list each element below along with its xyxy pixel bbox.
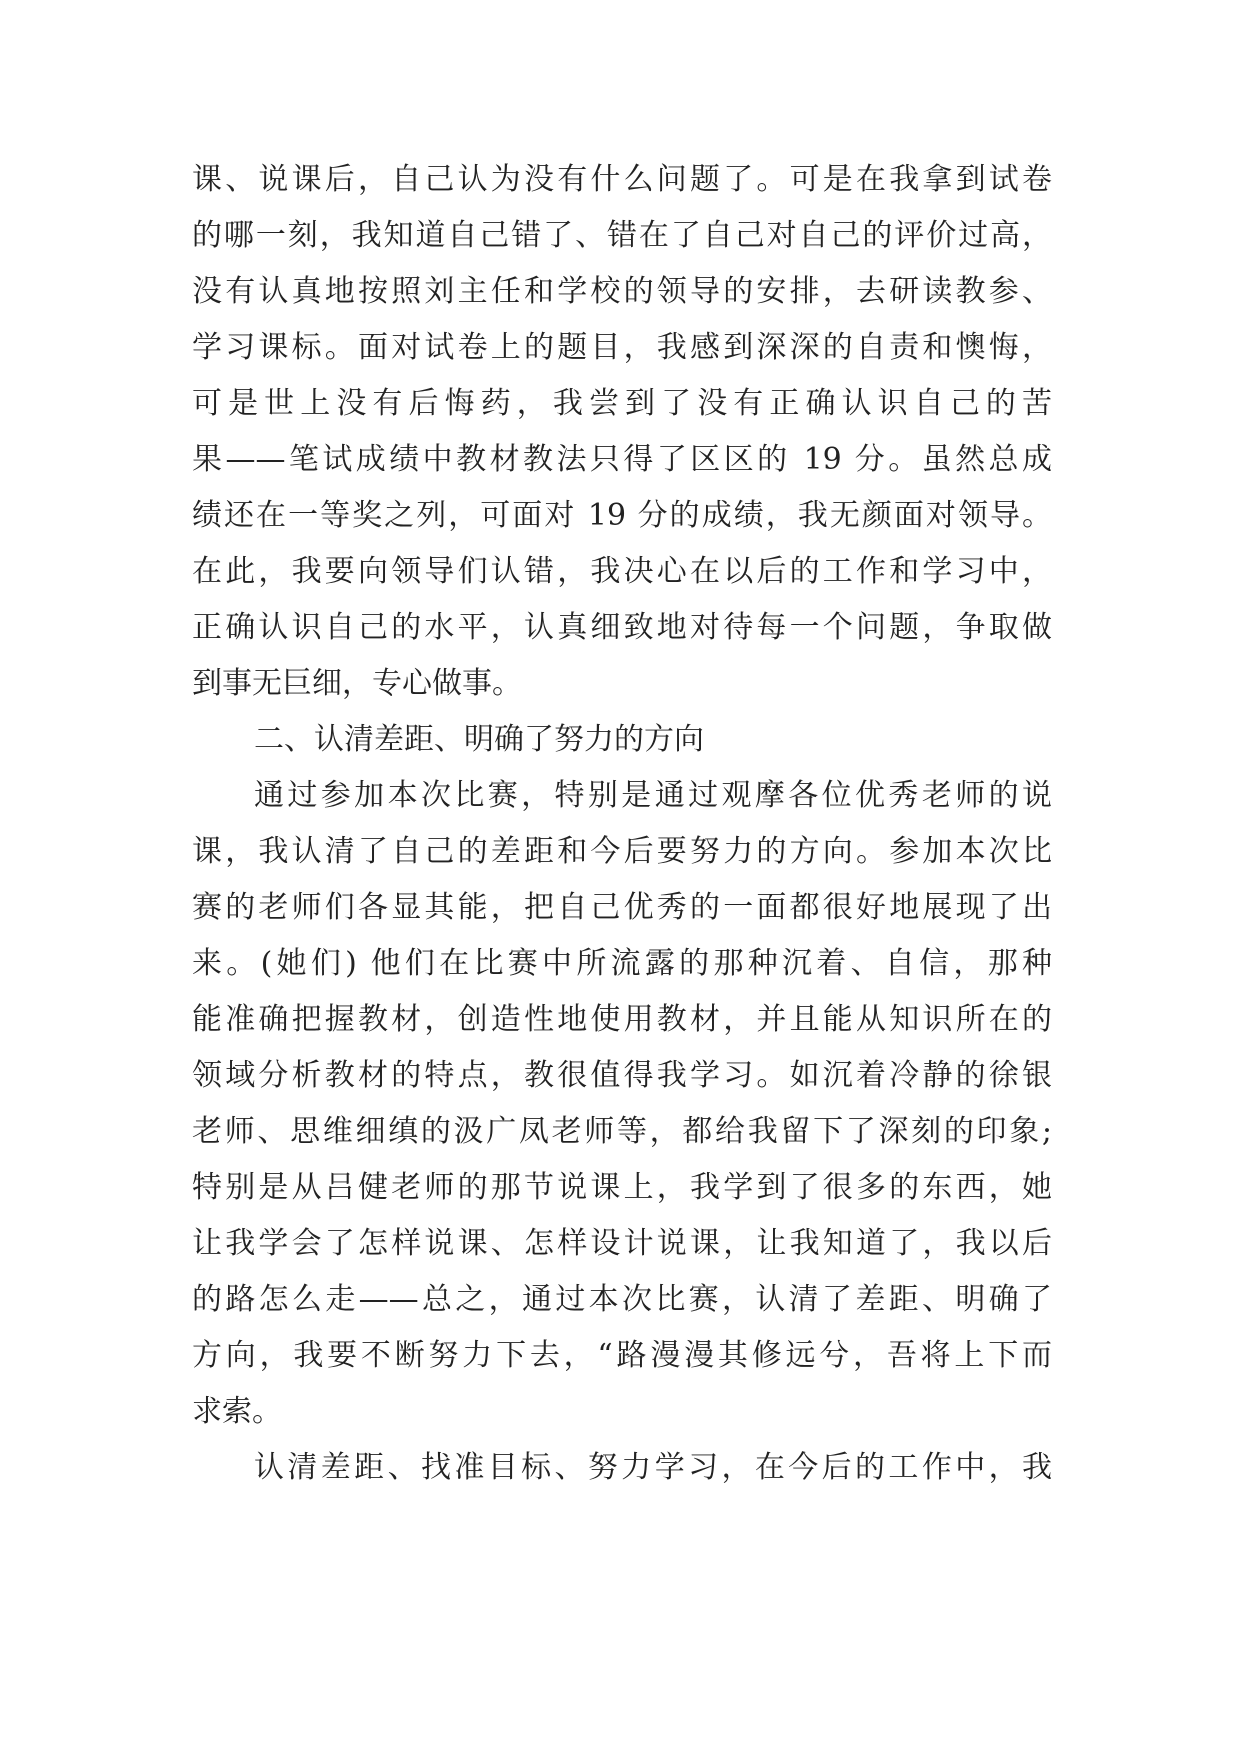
text-line: 正确认识自己的水平，认真细致地对待每一个问题，争取做 — [192, 610, 1052, 645]
text-line: 的路怎么走——总之，通过本次比赛，认清了差距、明确了 — [192, 1282, 1052, 1317]
text-line: 让我学会了怎样说课、怎样设计说课，让我知道了，我以后 — [192, 1226, 1052, 1261]
text-line: 课、说课后，自己认为没有什么问题了。可是在我拿到试卷 — [192, 162, 1052, 197]
text-line: 赛的老师们各显其能，把自己优秀的一面都很好地展现了出 — [192, 890, 1052, 925]
paragraph-first-line: 通过参加本次比赛，特别是通过观摩各位优秀老师的说 — [254, 778, 1052, 813]
text-line: 方向，我要不断努力下去，“路漫漫其修远兮，吾将上下而 — [192, 1338, 1052, 1373]
text-line: 能准确把握教材，创造性地使用教材，并且能从知识所在的 — [192, 1002, 1052, 1037]
text-line: 学习课标。面对试卷上的题目，我感到深深的自责和懊悔， — [192, 330, 1052, 365]
text-line: 领域分析教材的特点，教很值得我学习。如沉着冷静的徐银 — [192, 1058, 1052, 1093]
text-line: 求索。 — [192, 1394, 282, 1429]
text-line: 来。(她们) 他们在比赛中所流露的那种沉着、自信，那种 — [192, 946, 1052, 981]
paragraph-first-line: 认清差距、找准目标、努力学习，在今后的工作中，我 — [254, 1450, 1052, 1485]
text-line: 老师、思维细缜的汲广凤老师等，都给我留下了深刻的印象; — [192, 1114, 1052, 1149]
text-line: 到事无巨细，专心做事。 — [192, 666, 522, 701]
section-heading: 二、认清差距、明确了努力的方向 — [254, 722, 704, 757]
text-line: 的哪一刻，我知道自己错了、错在了自己对自己的评价过高， — [192, 218, 1052, 253]
text-line: 可是世上没有后悔药，我尝到了没有正确认识自己的苦 — [192, 386, 1052, 421]
text-line: 特别是从吕健老师的那节说课上，我学到了很多的东西，她 — [192, 1170, 1052, 1205]
text-line: 果——笔试成绩中教材教法只得了区区的 19 分。虽然总成 — [192, 442, 1052, 477]
text-line: 没有认真地按照刘主任和学校的领导的安排，去研读教参、 — [192, 274, 1052, 309]
text-line: 在此，我要向领导们认错，我决心在以后的工作和学习中， — [192, 554, 1052, 589]
text-line: 课，我认清了自己的差距和今后要努力的方向。参加本次比 — [192, 834, 1052, 869]
text-line: 绩还在一等奖之列，可面对 19 分的成绩，我无颜面对领导。 — [192, 498, 1052, 533]
